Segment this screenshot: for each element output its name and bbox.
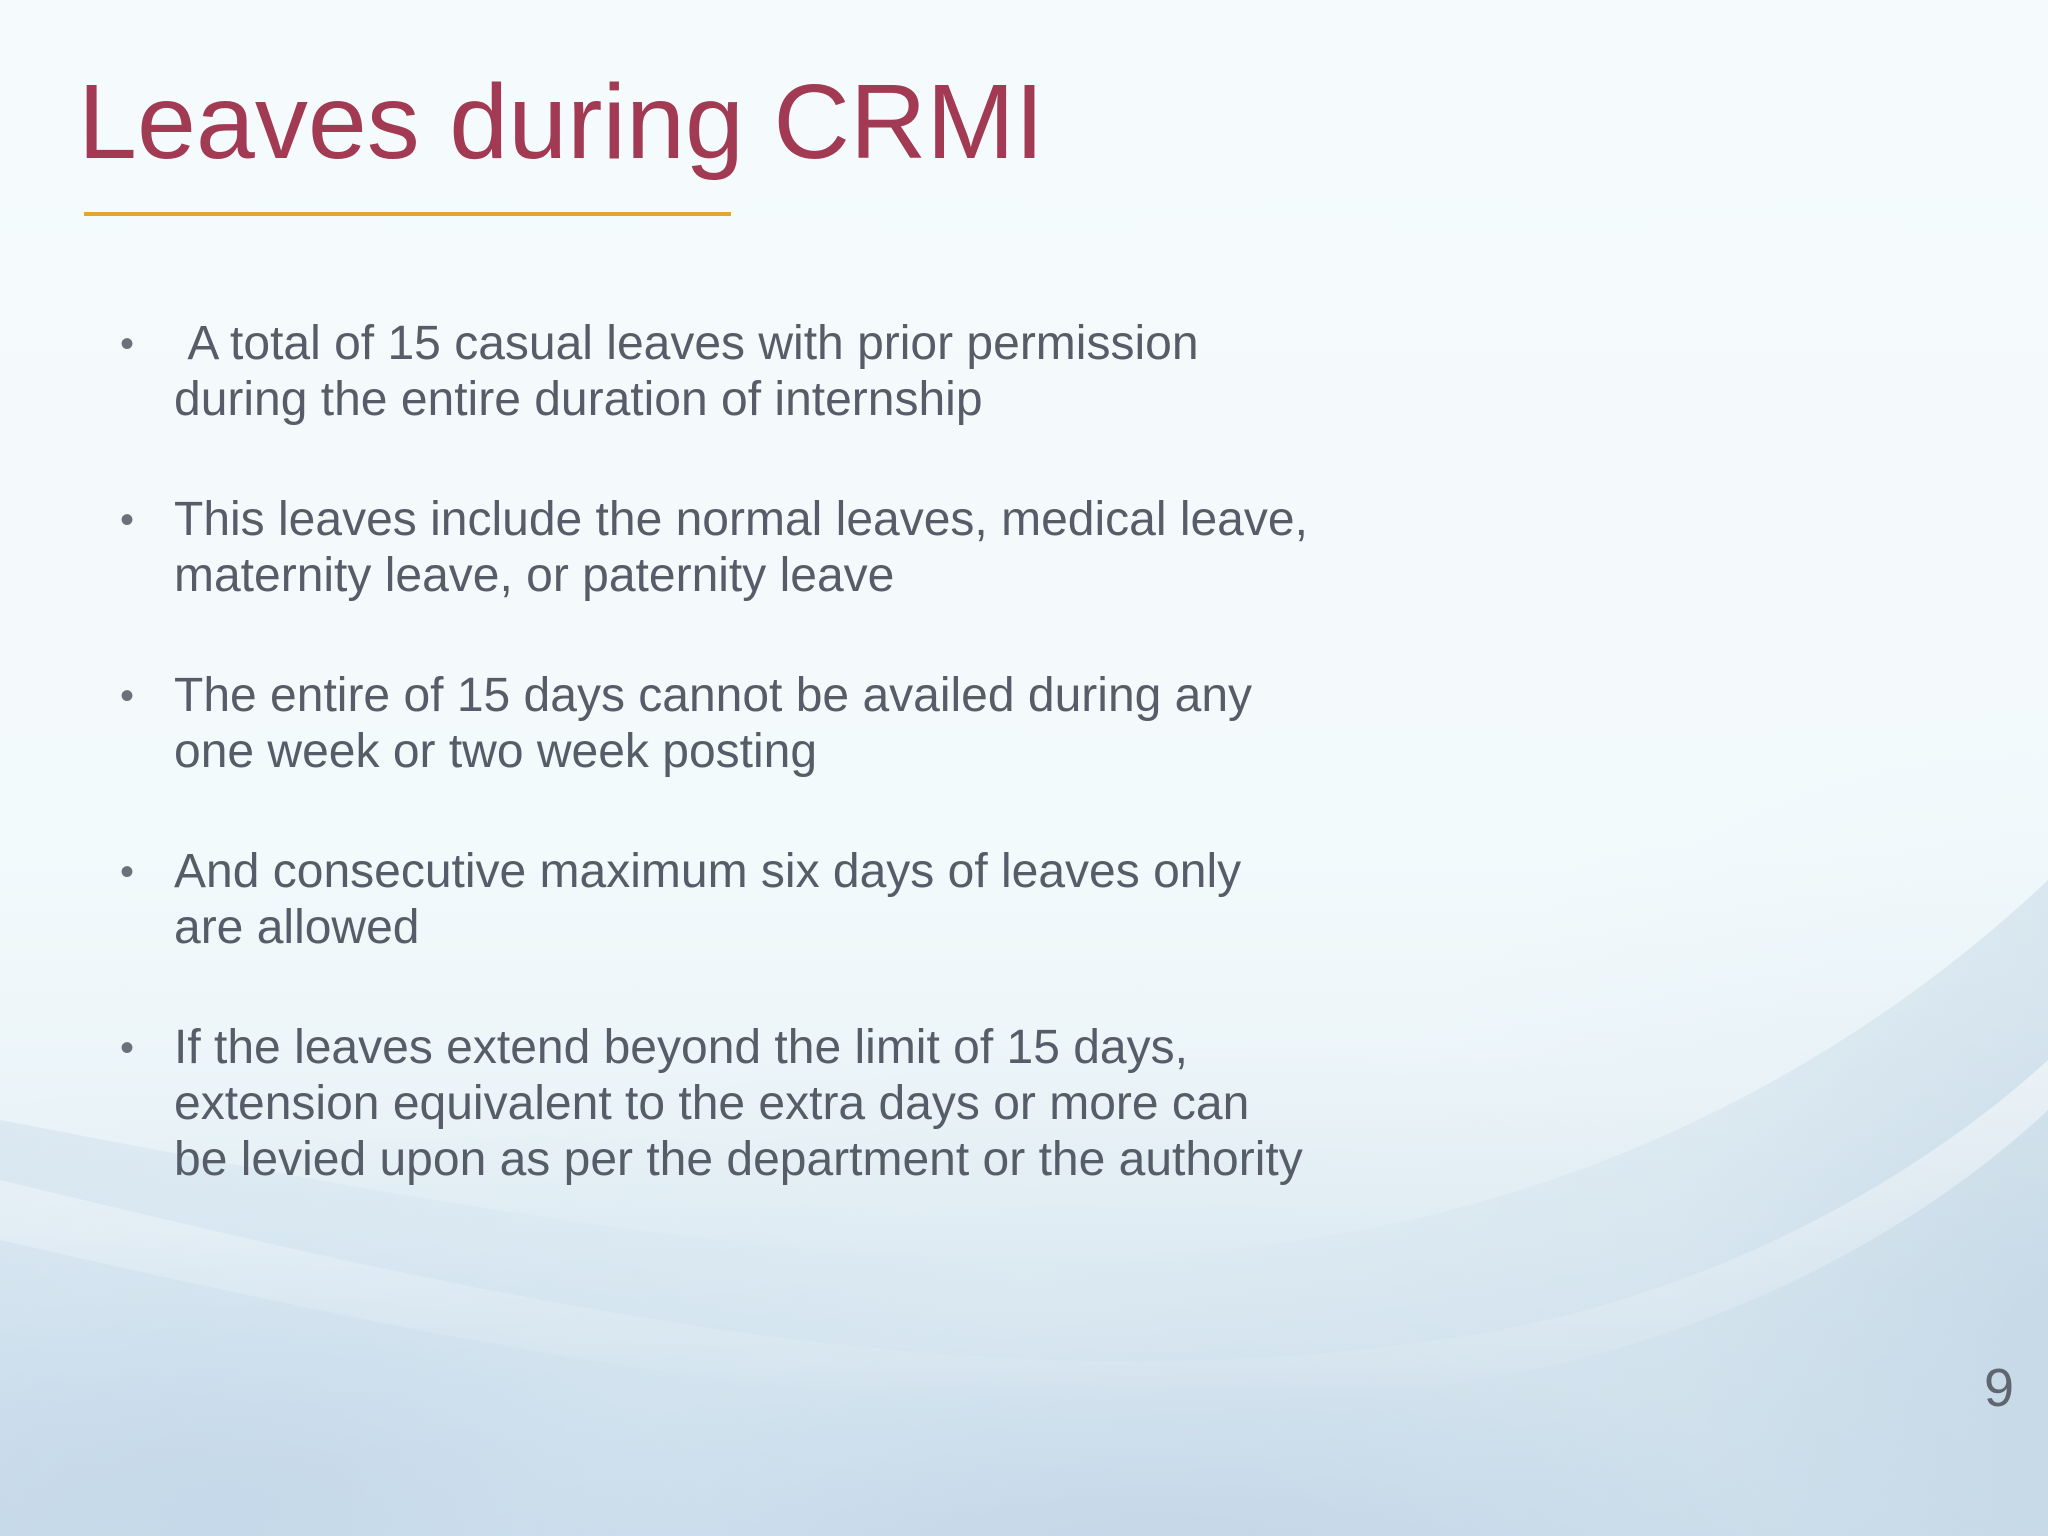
bullet-marker: • (120, 498, 135, 542)
bullet-line: extension equivalent to the extra days or more can (174, 1077, 1250, 1130)
bullet-item (120, 844, 1440, 956)
bullet-marker: • (120, 1026, 135, 1070)
bullet-line: If the leaves extend beyond the limit of 15 days, (174, 1021, 1188, 1074)
bullet-marker: • (120, 322, 135, 366)
bullet-item (120, 316, 1440, 428)
bullet-line: And consecutive maximum six days of leaves only (174, 845, 1242, 898)
bullet-line: are allowed (174, 901, 420, 954)
bullet-item (120, 668, 1440, 780)
bullet-line: maternity leave, or paternity leave (174, 549, 895, 602)
bullet-line: be levied upon as per the department or the authority (174, 1133, 1303, 1186)
slide-title: Leaves during CRMI (78, 63, 1045, 181)
bullet-marker: • (120, 850, 135, 894)
bullet-line: during the entire duration of internship (174, 373, 983, 426)
bullet-line: This leaves include the normal leaves, medical leave, (174, 493, 1308, 546)
bullet-line: A total of 15 casual leaves with prior permission (174, 317, 1199, 370)
title-underline (84, 212, 731, 216)
page-number: 9 (1983, 1358, 2014, 1418)
bullet-line: one week or two week posting (174, 725, 818, 778)
bullet-item (120, 1020, 1440, 1188)
bullet-marker: • (120, 674, 135, 718)
bullet-list (120, 316, 1440, 1252)
bullet-item (120, 492, 1440, 604)
bullet-line: The entire of 15 days cannot be availed during any (174, 669, 1253, 722)
